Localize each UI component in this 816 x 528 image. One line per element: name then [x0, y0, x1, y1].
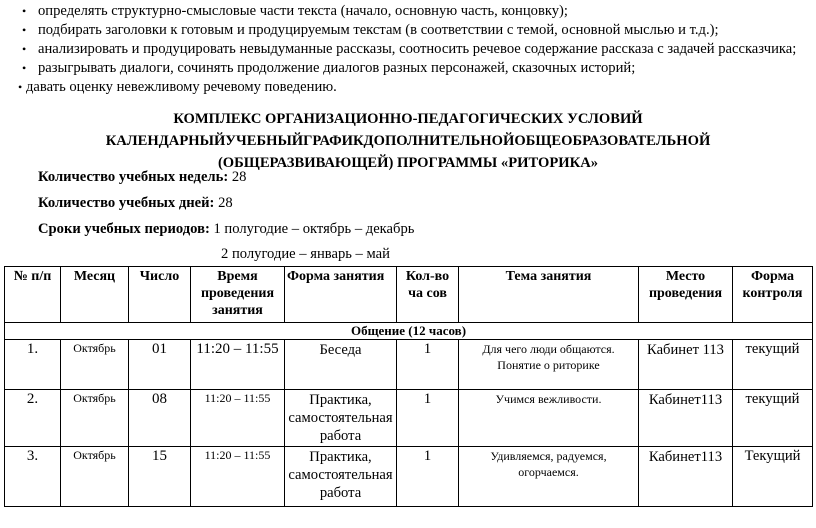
cell-place: Кабинет113 — [639, 390, 733, 447]
cell-control: Текущий — [733, 447, 813, 507]
cell-hours: 1 — [397, 447, 459, 507]
section-heading-line-2: КАЛЕНДАРНЫЙУЧЕБНЫЙГРАФИКДОПОЛНИТЕЛЬНОЙОБЩЕОБРАЗОВАТЕЛЬНОЙ — [105, 133, 711, 149]
weeks-value: 28 — [231, 169, 247, 185]
header-topic: Тема занятия — [459, 267, 639, 323]
cell-hours: 1 — [397, 340, 459, 390]
cell-topic: Для чего люди общаются. Понятие о риторике — [459, 340, 639, 390]
header-control: Форма контроля — [733, 267, 813, 323]
study-periods — [38, 221, 414, 238]
weeks-count — [38, 169, 246, 186]
list-item-text: давать оценку невежливому речевому поведению. — [26, 79, 337, 95]
header-num: № п/п — [5, 267, 61, 323]
header-hours: Кол-во ча сов — [397, 267, 459, 323]
header-date: Число — [129, 267, 191, 323]
list-item-text: разыгрывать диалоги, сочинять продолжение диалогов разных персонажей, сказочных историй; — [38, 60, 636, 76]
cell-date: 15 — [129, 447, 191, 507]
cell-form: Практика, самостоятельная работа — [285, 447, 397, 507]
days-value: 28 — [218, 195, 233, 211]
header-time: Время проведения занятия — [191, 267, 285, 323]
bullet-marker: • — [22, 4, 27, 18]
cell-form: Беседа — [285, 340, 397, 390]
header-form: Форма занятия — [285, 267, 397, 323]
cell-form: Практика, самостоятельная работа — [285, 390, 397, 447]
skills-list — [18, 2, 812, 97]
list-item-text: анализировать и продуцировать невыдуманные рассказы, соотносить речевое содержание рассказа с задачей рассказчика; — [38, 41, 797, 57]
list-item — [22, 40, 812, 59]
cell-date: 08 — [129, 390, 191, 447]
cell-place: Кабинет 113 — [639, 340, 733, 390]
cell-month: Октябрь — [61, 447, 129, 507]
days-count — [38, 195, 233, 212]
bullet-marker: • — [22, 42, 27, 56]
section-row — [5, 323, 813, 340]
list-item — [18, 78, 812, 97]
cell-place: Кабинет113 — [639, 447, 733, 507]
weeks-label: Количество учебных недель: — [38, 169, 229, 185]
bullet-marker: • — [18, 80, 23, 94]
cell-num: 1. — [5, 340, 61, 390]
table-header-row — [5, 267, 813, 323]
cell-hours: 1 — [397, 390, 459, 447]
cell-month: Октябрь — [61, 390, 129, 447]
list-item-text: определять структурно-смысловые части текста (начало, основную часть, концовку); — [38, 3, 568, 19]
section-heading-line-3: (ОБЩЕРАЗВИВАЮЩЕЙ) ПРОГРАММЫ «РИТОРИКА» — [217, 155, 599, 171]
cell-control: текущий — [733, 340, 813, 390]
cell-num: 2. — [5, 390, 61, 447]
cell-month: Октябрь — [61, 340, 129, 390]
bullet-marker: • — [22, 61, 27, 75]
cell-topic: Учимся вежливости. — [459, 390, 639, 447]
table-row — [5, 447, 813, 507]
cell-time: 11:20 – 11:55 — [191, 390, 285, 447]
table-row — [5, 390, 813, 447]
section-heading-line-1: КОМПЛЕКС ОРГАНИЗАЦИОННО-ПЕДАГОГИЧЕСКИХ УСЛОВИЙ — [173, 111, 643, 127]
bullet-marker: • — [22, 23, 27, 37]
list-item-text: подбирать заголовки к готовым и продуцируемым текстам (в соответствии с темой, основной мыслью и т.д.); — [38, 22, 719, 38]
cell-num: 3. — [5, 447, 61, 507]
schedule-table — [4, 266, 813, 507]
cell-time: 11:20 – 11:55 — [191, 340, 285, 390]
header-month: Месяц — [61, 267, 129, 323]
list-item — [22, 59, 812, 78]
cell-control: текущий — [733, 390, 813, 447]
cell-time: 11:20 – 11:55 — [191, 447, 285, 507]
cell-date: 01 — [129, 340, 191, 390]
cell-topic: Удивляемся, радуемся, огорчаемся. — [459, 447, 639, 507]
period-1: 1 полугодие – октябрь – декабрь — [213, 221, 415, 237]
list-item — [22, 2, 812, 21]
periods-label: Сроки учебных периодов: — [38, 221, 210, 237]
period-2: 2 полугодие – январь – май — [221, 246, 390, 262]
header-place: Место проведения — [639, 267, 733, 323]
list-item — [22, 21, 812, 40]
table-row — [5, 340, 813, 390]
section-title: Общение (12 часов) — [5, 323, 813, 340]
days-label: Количество учебных дней: — [38, 195, 215, 211]
